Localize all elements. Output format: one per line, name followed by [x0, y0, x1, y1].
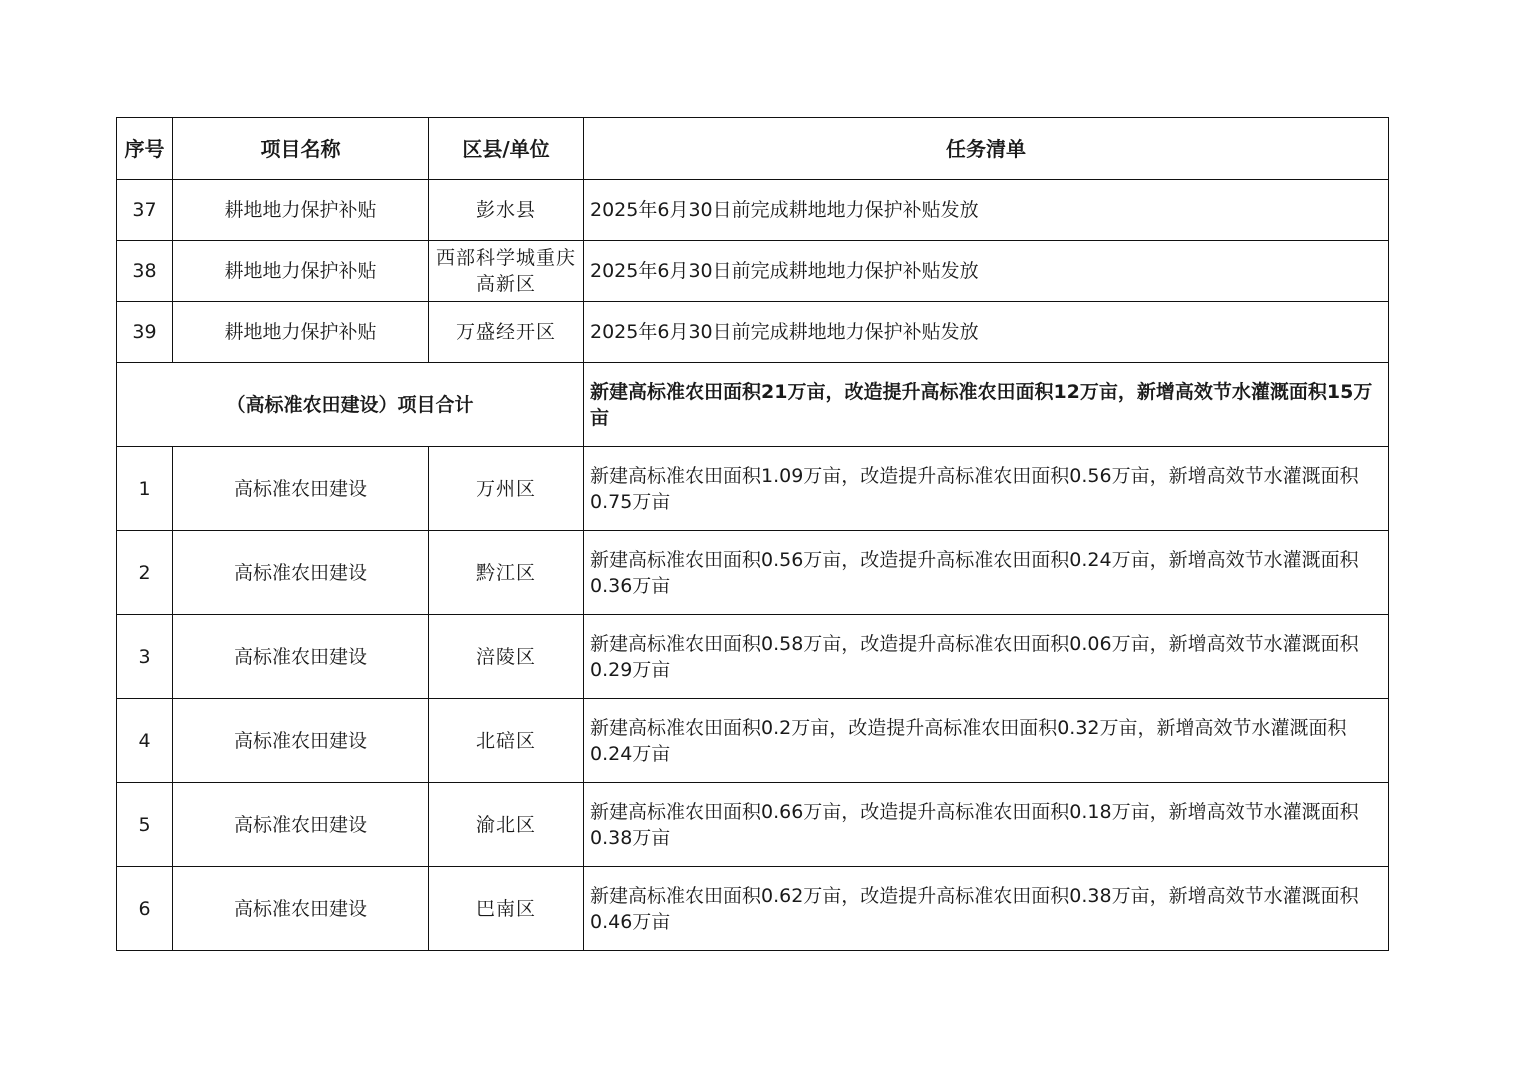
task-table	[116, 117, 1389, 951]
row-project-name: 耕地地力保护补贴	[173, 180, 429, 241]
row-unit: 万盛经开区	[429, 302, 584, 363]
header-unit: 区县/单位	[429, 118, 584, 180]
table-row	[117, 867, 1389, 951]
summary-row	[117, 363, 1389, 447]
header-project-name: 项目名称	[173, 118, 429, 180]
table-row	[117, 241, 1389, 302]
row-unit: 万州区	[429, 447, 584, 531]
table-row	[117, 180, 1389, 241]
row-seq: 6	[117, 867, 173, 951]
row-task: 新建高标准农田面积1.09万亩，改造提升高标准农田面积0.56万亩，新增高效节水灌溉面积0.75万亩	[584, 447, 1389, 531]
row-task: 新建高标准农田面积0.56万亩，改造提升高标准农田面积0.24万亩，新增高效节水灌溉面积0.36万亩	[584, 531, 1389, 615]
summary-label: （高标准农田建设）项目合计	[117, 363, 584, 447]
row-unit: 黔江区	[429, 531, 584, 615]
row-unit: 巴南区	[429, 867, 584, 951]
row-seq: 1	[117, 447, 173, 531]
row-unit: 彭水县	[429, 180, 584, 241]
row-seq: 38	[117, 241, 173, 302]
row-task: 新建高标准农田面积0.62万亩，改造提升高标准农田面积0.38万亩，新增高效节水灌溉面积0.46万亩	[584, 867, 1389, 951]
header-task-list: 任务清单	[584, 118, 1389, 180]
row-unit: 北碚区	[429, 699, 584, 783]
row-task: 2025年6月30日前完成耕地地力保护补贴发放	[584, 302, 1389, 363]
table-row	[117, 447, 1389, 531]
row-project-name: 高标准农田建设	[173, 447, 429, 531]
row-seq: 4	[117, 699, 173, 783]
row-seq: 3	[117, 615, 173, 699]
row-task: 新建高标准农田面积0.66万亩，改造提升高标准农田面积0.18万亩，新增高效节水灌溉面积0.38万亩	[584, 783, 1389, 867]
row-project-name: 高标准农田建设	[173, 531, 429, 615]
row-seq: 39	[117, 302, 173, 363]
row-task: 新建高标准农田面积0.2万亩，改造提升高标准农田面积0.32万亩，新增高效节水灌溉面积0.24万亩	[584, 699, 1389, 783]
row-project-name: 高标准农田建设	[173, 783, 429, 867]
row-project-name: 高标准农田建设	[173, 615, 429, 699]
table-row	[117, 531, 1389, 615]
row-task: 2025年6月30日前完成耕地地力保护补贴发放	[584, 180, 1389, 241]
table-row	[117, 699, 1389, 783]
row-project-name: 高标准农田建设	[173, 867, 429, 951]
row-project-name: 耕地地力保护补贴	[173, 302, 429, 363]
row-project-name: 高标准农田建设	[173, 699, 429, 783]
row-unit: 涪陵区	[429, 615, 584, 699]
row-task: 2025年6月30日前完成耕地地力保护补贴发放	[584, 241, 1389, 302]
row-task: 新建高标准农田面积0.58万亩，改造提升高标准农田面积0.06万亩，新增高效节水灌溉面积0.29万亩	[584, 615, 1389, 699]
row-seq: 2	[117, 531, 173, 615]
table-row	[117, 615, 1389, 699]
table-header-row	[117, 118, 1389, 180]
row-project-name: 耕地地力保护补贴	[173, 241, 429, 302]
row-seq: 5	[117, 783, 173, 867]
table-row	[117, 783, 1389, 867]
row-unit: 渝北区	[429, 783, 584, 867]
row-seq: 37	[117, 180, 173, 241]
table-row	[117, 302, 1389, 363]
header-seq: 序号	[117, 118, 173, 180]
row-unit: 西部科学城重庆高新区	[429, 241, 584, 302]
summary-task: 新建高标准农田面积21万亩，改造提升高标准农田面积12万亩，新增高效节水灌溉面积15万亩	[584, 363, 1389, 447]
